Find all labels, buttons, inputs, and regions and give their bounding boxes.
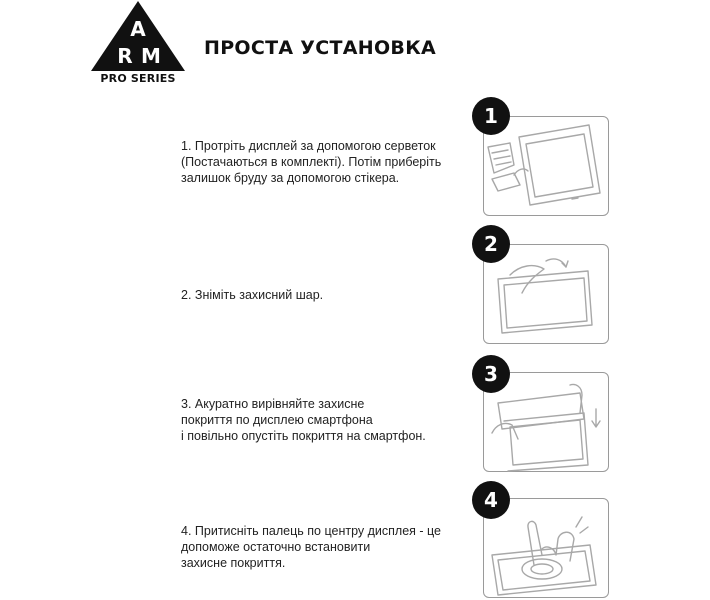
arm-logo [88, 0, 188, 90]
step-1-line: 1. Протріть дисплей за допомогою серветок [181, 139, 436, 153]
step-1-text [181, 138, 441, 186]
step-2-number-badge: 2 [472, 225, 510, 263]
step-1-line: залишок бруду за допомогою стікера. [181, 171, 400, 185]
step-4-line: 4. Притисніть палець по центру дисплея - це [181, 524, 441, 538]
logo-letter-r: R [117, 44, 133, 68]
step-3-line: і повільно опустіть покриття на смартфон. [181, 429, 426, 443]
logo-caption: PRO SERIES [100, 72, 176, 85]
step-4-line: захисне покриття. [181, 556, 286, 570]
peel-film-icon [484, 245, 610, 345]
step-1-line: (Постачаються в комплекті). Потім приберіть [181, 155, 442, 169]
step-1-number-badge: 1 [472, 97, 510, 135]
wipe-screen-icon [484, 117, 610, 217]
step-3-number-badge: 3 [472, 355, 510, 393]
step-4-number-badge: 4 [472, 481, 510, 519]
step-3-line: покриття по дисплею смартфона [181, 413, 373, 427]
step-4-text [181, 523, 441, 571]
logo-triangle-icon [88, 0, 188, 72]
step-3-line: 3. Акуратно вирівняйте захисне [181, 397, 365, 411]
step-2-text [181, 287, 323, 303]
logo-letter-a: A [130, 17, 146, 41]
step-2-line: 2. Зніміть захисний шар. [181, 288, 324, 302]
page-title: ПРОСТА УСТАНОВКА [204, 37, 437, 59]
step-3-text [181, 396, 426, 444]
logo-letter-m: M [141, 44, 161, 68]
step-4-line: допоможе остаточно встановити [181, 540, 371, 554]
